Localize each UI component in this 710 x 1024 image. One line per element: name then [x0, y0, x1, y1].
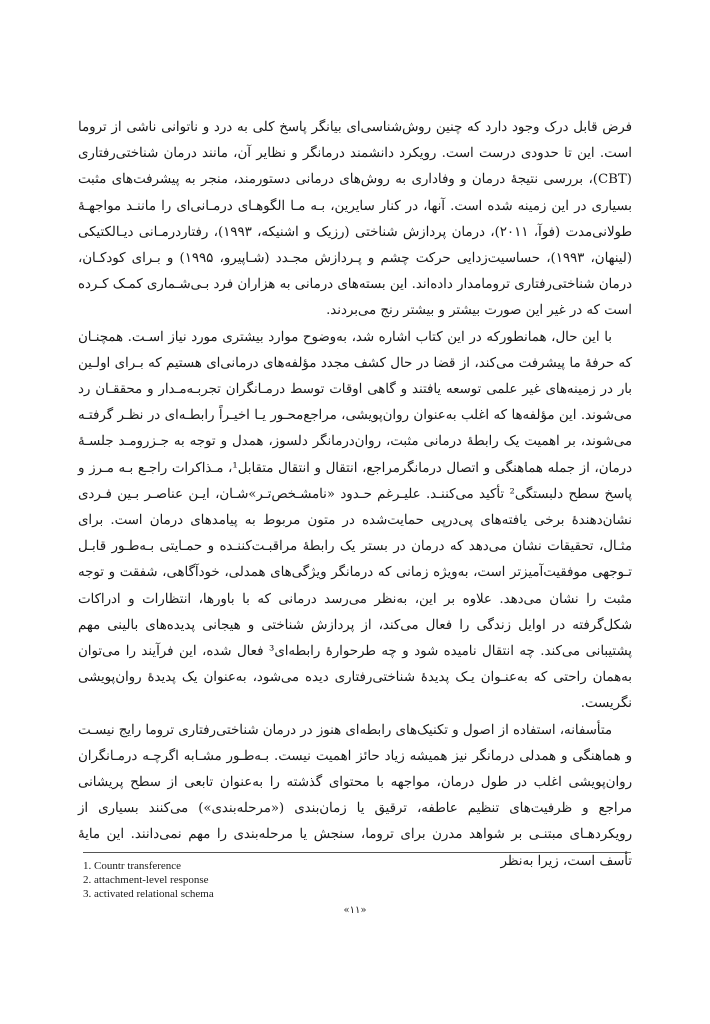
paragraph-1: فرض قابل درک وجود دارد که چنین روش‌شناسی‌ای بیانگر پاسخ کلی به درد و ناتوانی ناشی از تروما است. این تا حدودی درست است. رویکرد دانشمند درمانگر و نظایر آن، مانند درمان شناختی‌رفتاری (CBT)، بررسی نتیجهٔ درمان و وفاداری به روش‌های درمانی دستورمند، منجر به پیشرفت‌های مثبت بسیاری در این زمینه شده است. آنها، در کنار سایرین، بـه مـا الگوهـای درمـانی‌ای را ماننـد مواجهـهٔ طولانی‌مدت (فوآ، ۲۰۱۱)، درمان پردازش شناختی (رزیک و اشنیکه، ۱۹۹۳)، رفتاردرمـانی دیـالکتیکی (لینهان، ۱۹۹۳)، حساسیت‌زدایی حرکت چشم و پـردازش مجـدد (شـاپیرو، ۱۹۹۵) و بـرای کودکـان، درمان شناختی‌رفتاری تروما‌مدار داده‌اند. این بسته‌های درمانی به هزاران فرد بـی‌شـماری کمـک کـرده است که در غیر این صورت بیشتر و بیشتر رنج می‌بردند.	[78, 120, 633, 319]
paragraph-2: با این حال، همانطورکه در این کتاب اشاره شد، به‌وضوح موارد بیشتری مورد نیاز اسـت. همچنـان که حرفهٔ ما پیشرفت می‌کند، از قضا در حال کشف مجدد مؤلفه‌های درمانی‌ای هستیم که بـرای اولـین بار در زمینه‌های غیر علمی توسعه یافتند و گاهی اوقات توسط درمـانگران تجربـه‌مـدار و محققـان رد می‌شوند. این مؤلفه‌ها که اغلب به‌عنوان روان‌پویشی، مراجع‌محـور یـا اخیـراً رابطـه‌ای در نظـر گرفتـه می‌شوند، بر اهمیت یک رابطهٔ درمانی مثبت، روان‌درمانگر دلسوز، همدل و توجه به جـزرومـد جلسـهٔ درمان، از جمله هماهنگی و اتصال درمانگرمراجع، انتقال و انتقال متقابل¹، مـذاکرات راجـع بـه مـرز و پاسخ سطح دلبستگی² تأکید می‌کننـد. علیـرغم حـدود «نامشـخص‌تـر»شـان، ایـن عناصـر بـین فـردی نشان‌دهندهٔ برخی یافته‌های پی‌درپی حمایت‌شده در متون مربوط به پیامدهای درمان است. برای مثـال، تحقیقات نشان می‌دهد که درمان در بستر یک رابطهٔ مراقبـت‌کننـده و حمـایتی بـه‌طـور قابـل تـوجهی موفقیت‌آمیزتر است، به‌ویژه زمانی که درمانگر ویژگی‌های همدلی، خودآگاهی، شفقت و توجه مثبت را نشان می‌دهد. علاوه بر این، به‌نظر می‌رسد درمانی که با باورها، انتظارات و ادراکات شکل‌گرفته در اوایل زندگی را فعال می‌کند، از پردازش شناختی و هیجانی پدیده‌های بالینی مهم پشتیبانی می‌کند. چه انتقال نامیده شود و چه طرحوارهٔ رابطه‌ای³ فعال شده، این فرآیند را می‌توان به‌همان راحتی که به‌عنـوان یـک پدیدهٔ شناختی‌رفتاری دیده می‌شود، به‌عنوان یک پدیدهٔ روان‌پویشی نگریست.	[78, 329, 632, 712]
paragraph-3: متأسفانه، استفاده از اصول و تکنیک‌های رابطه‌ای هنوز در درمان شناختی‌رفتاری تروما رایج نیسـت و هماهنگی و همدلی درمانگر نیز همیشه زیاد حائز اهمیت نیست. بـه‌طـور مشـابه اگرچـه درمـانگران روان‌پویشی اغلب در طول درمان، مواجهه با محتوای گذشته را به‌عنوان تابعی از سطح پریشانی مراجع و ظرفیت‌های تنظیم عاطفه، ترقیق یا زمان‌بندی («مرحله‌بندی») می‌کنند بسیاری از رویکردهـای مبتنـی بر شواهد مدرن برای تروما، سنجش یا مرحله‌بندی را مهم نمی‌دانند. این مایهٔ تأسف است، زیرا به‌نظر	[78, 722, 632, 869]
footnote-1: 1. Countr transference	[83, 860, 182, 872]
footnote-2: 2. attachment-level response	[83, 874, 209, 886]
footnote-3: 3. activated relational schema	[83, 888, 214, 900]
footnotes	[83, 852, 631, 901]
page-number: «۱۱»	[343, 905, 367, 916]
body-text	[78, 115, 632, 875]
